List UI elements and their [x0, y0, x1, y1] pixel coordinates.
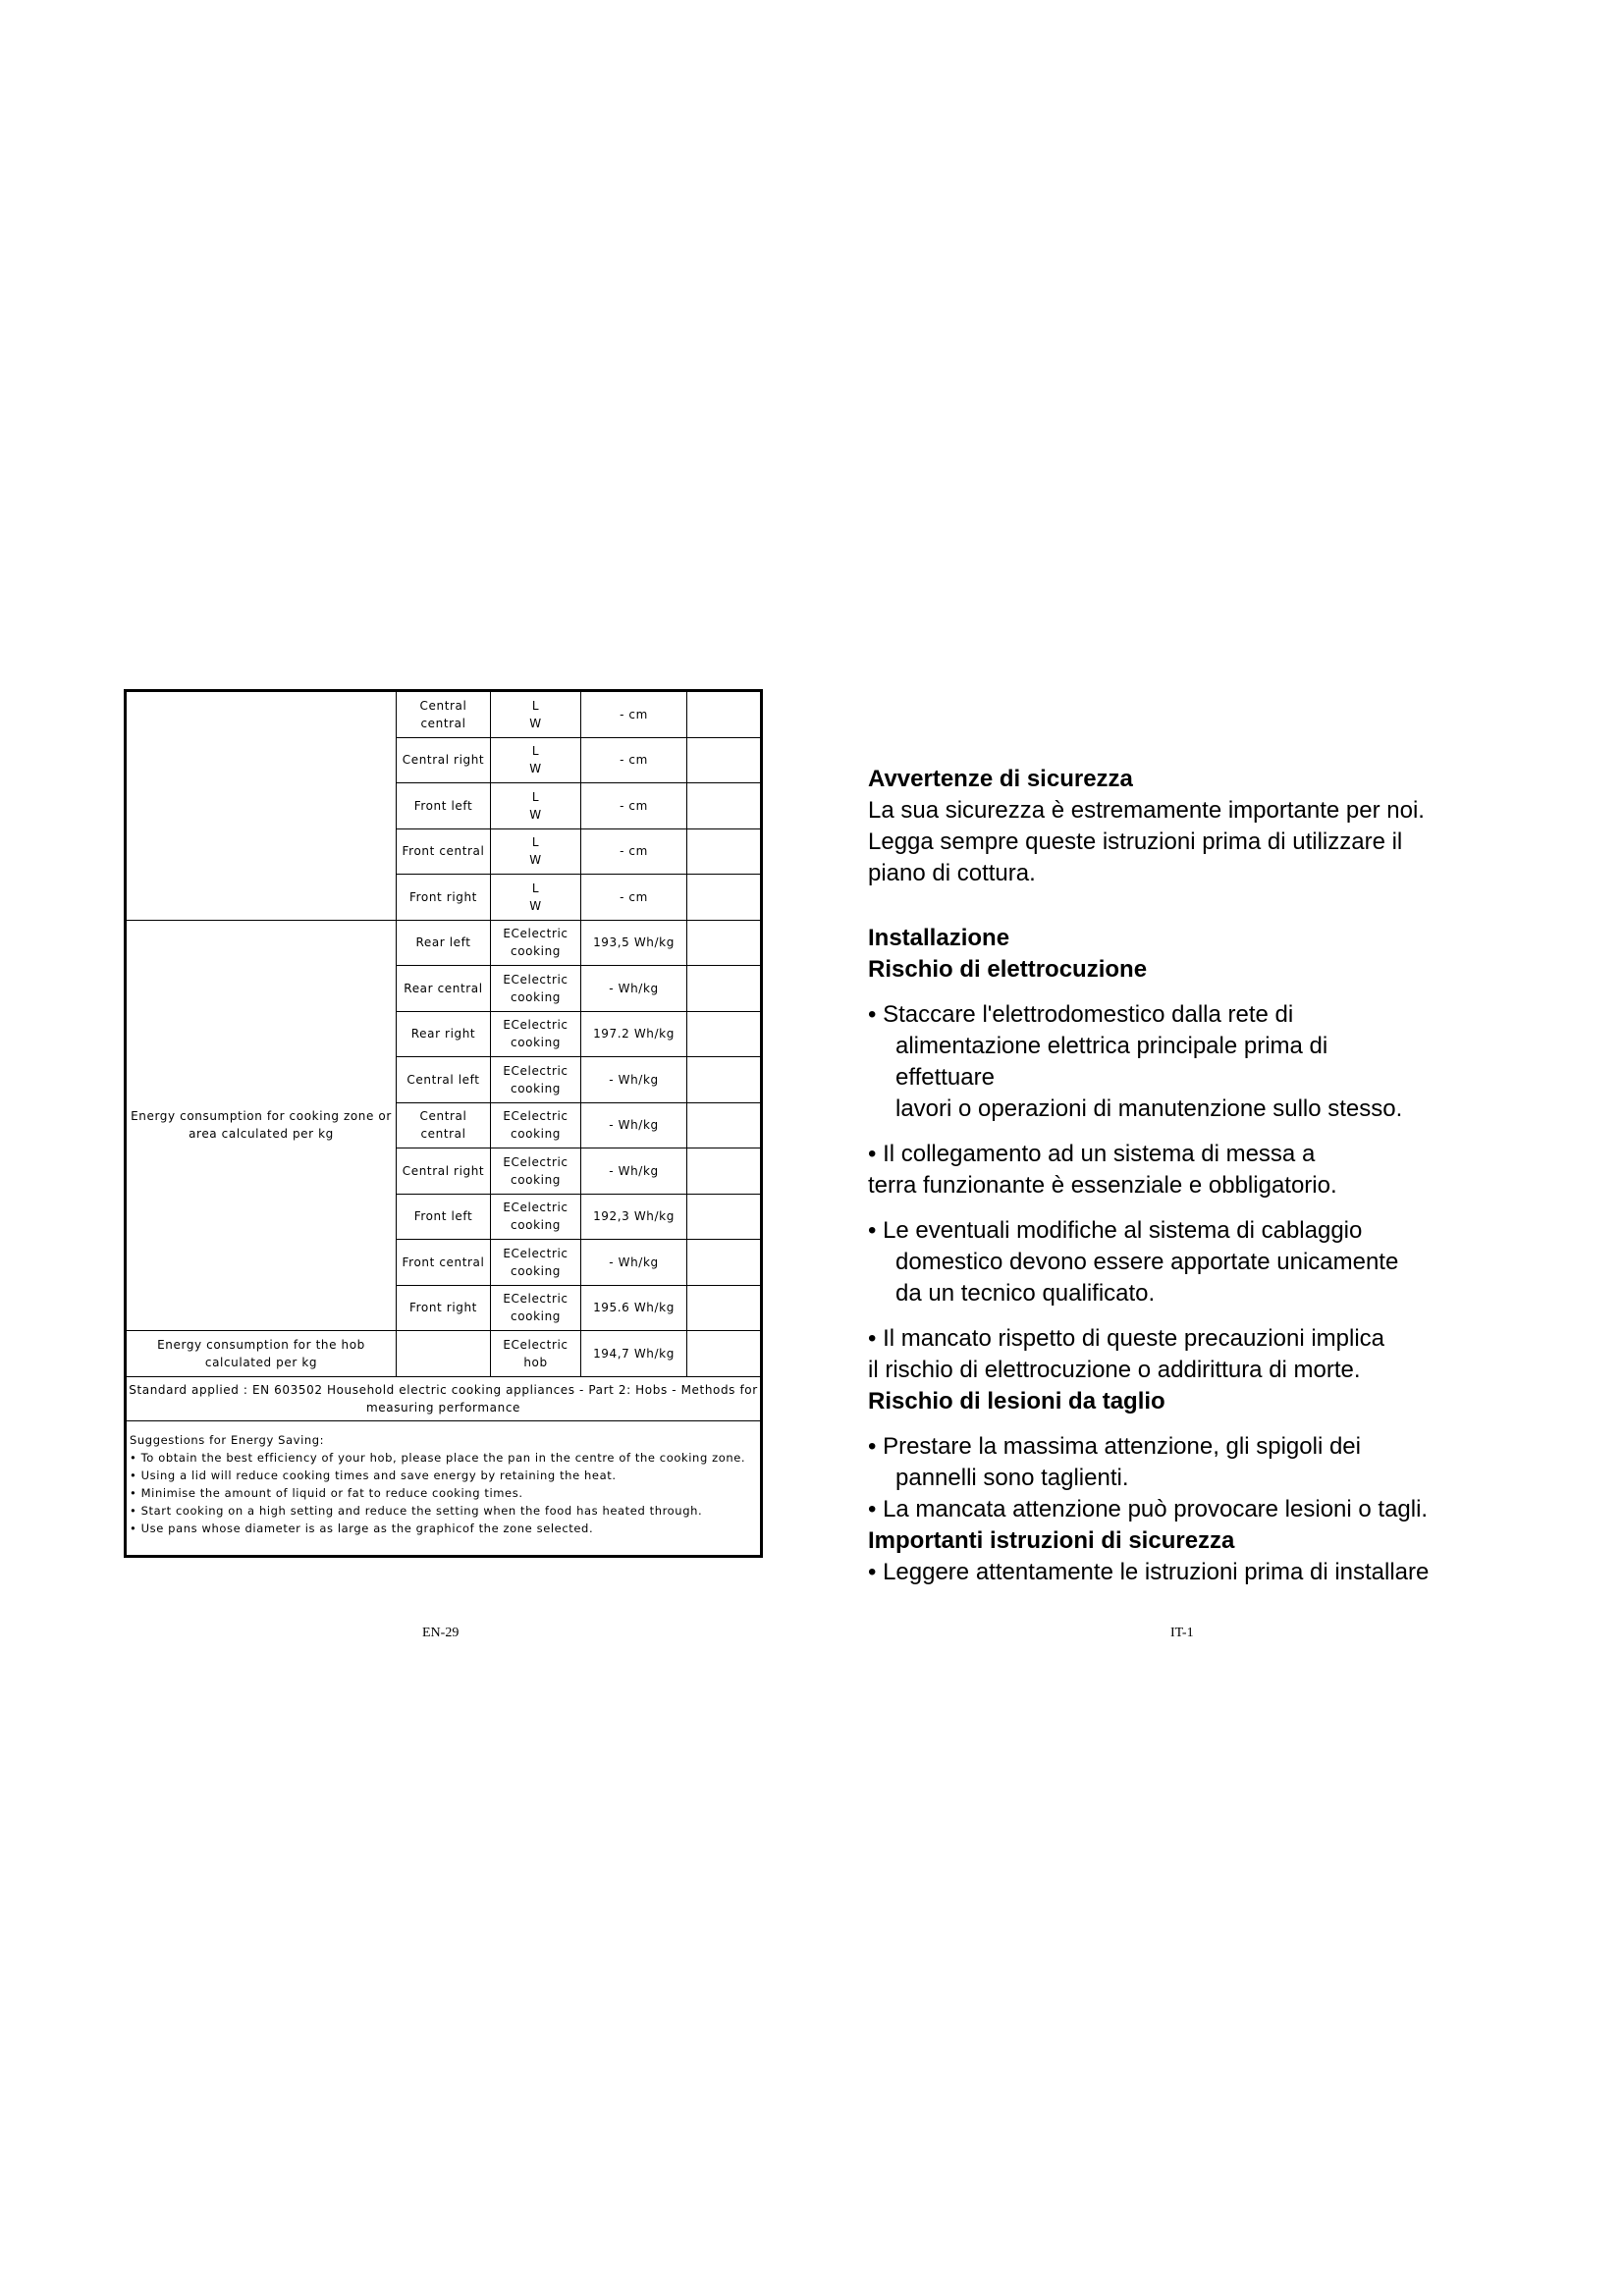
bullet-line: • Prestare la massima attenzione, gli spigoli dei [868, 1433, 1361, 1460]
value-text: - Wh/kg [609, 1255, 659, 1269]
value-text: 194,7 Wh/kg [593, 1346, 675, 1361]
value-cell [581, 920, 687, 966]
value-cell [581, 691, 687, 738]
blank-cell [687, 875, 762, 921]
value-text: - cm [620, 798, 648, 813]
value-text: - cm [620, 707, 648, 721]
empty-zone-cell [397, 1331, 491, 1377]
value-text: 197.2 Wh/kg [593, 1027, 675, 1041]
bullet-sharp-edges [868, 1431, 1516, 1494]
bullet-grounding [868, 1139, 1516, 1201]
bullet-line: alimentazione elettrica principale prima di [895, 1033, 1328, 1059]
zone-cell: Front central [397, 828, 491, 875]
zone-cell: Central central [397, 1102, 491, 1148]
value-cell [581, 1011, 687, 1057]
unit-cell: ECelectric cooking [491, 1148, 581, 1195]
safety-intro-line: piano di cottura. [868, 860, 1036, 886]
blank-cell [687, 1331, 762, 1377]
value-cell [581, 1331, 687, 1377]
value-cell [581, 1285, 687, 1331]
table-row [126, 1331, 762, 1377]
bullet-line: lavori o operazioni di manutenzione sullo stesso. [895, 1095, 1403, 1122]
unit-cell: L W [491, 691, 581, 738]
bullet-inattention: • La mancata attenzione può provocare lesioni o tagli. [868, 1496, 1429, 1522]
unit-cell: ECelectric cooking [491, 1057, 581, 1103]
bullet-line: • Le eventuali modifiche al sistema di cablaggio [868, 1217, 1363, 1244]
blank-cell [687, 783, 762, 829]
value-cell [581, 1102, 687, 1148]
zone-cell: Central right [397, 1148, 491, 1195]
suggestion-item: • Using a lid will reduce cooking times and save energy by retaining the heat. [130, 1468, 617, 1482]
suggestion-item: • Use pans whose diameter is as large as the graphicof the zone selected. [130, 1521, 594, 1535]
safety-intro-line: Legga sempre queste istruzioni prima di utilizzare il [868, 828, 1403, 855]
standard-applied: Standard applied : EN 603502 Household electric cooking appliances - Part 2: Hobs - Methods for measuring performance [126, 1376, 762, 1420]
unit-cell: ECelectric cooking [491, 1102, 581, 1148]
value-text: 192,3 Wh/kg [593, 1209, 675, 1224]
bullet-line: • Staccare l'elettrodomestico dalla rete di [868, 1001, 1294, 1028]
value-text: - cm [620, 844, 648, 859]
table-row [126, 1420, 762, 1556]
bullet-wiring [868, 1215, 1516, 1309]
blank-cell [687, 1285, 762, 1331]
unit-cell: ECelectric hob [491, 1331, 581, 1377]
blank-cell [687, 1194, 762, 1240]
value-text: - Wh/kg [609, 981, 659, 995]
unit-cell: ECelectric cooking [491, 966, 581, 1012]
hob-energy-label: Energy consumption for the hob calculated per kg [126, 1331, 397, 1377]
italian-safety-page [868, 764, 1516, 1588]
bullet-line: pannelli sono taglienti. [895, 1465, 1129, 1491]
page-number-left: EN-29 [422, 1626, 460, 1640]
zone-cell: Central central [397, 691, 491, 738]
value-cell [581, 783, 687, 829]
blank-cell [687, 691, 762, 738]
value-cell [581, 1057, 687, 1103]
value-cell [581, 1194, 687, 1240]
electrocution-heading: Rischio di elettrocuzione [868, 956, 1148, 983]
bullet-line: effettuare [895, 1064, 995, 1091]
value-text: - Wh/kg [609, 1118, 659, 1133]
bullet-line: da un tecnico qualificato. [895, 1280, 1156, 1307]
value-text: - cm [620, 889, 648, 904]
bullet-line: • Il mancato rispetto di queste precauzioni implica [868, 1325, 1384, 1352]
value-text: - cm [620, 753, 648, 768]
bullet-disconnect [868, 999, 1516, 1125]
blank-cell [687, 1102, 762, 1148]
installation-heading: Installazione [868, 925, 1010, 951]
bullet-line: terra funzionante è essenziale e obbligatorio. [868, 1172, 1337, 1199]
blank-cell [687, 1011, 762, 1057]
safety-heading: Avvertenze di sicurezza [868, 766, 1133, 792]
blank-cell [687, 1148, 762, 1195]
energy-zone-label: Energy consumption for cooking zone or area calculated per kg [126, 920, 397, 1331]
blank-cell [687, 1057, 762, 1103]
table-row [126, 691, 762, 738]
suggestions-title: Suggestions for Energy Saving: [130, 1432, 325, 1447]
zone-cell: Front right [397, 1285, 491, 1331]
zone-cell: Front central [397, 1240, 491, 1286]
unit-cell: ECelectric cooking [491, 1285, 581, 1331]
unit-cell: L W [491, 828, 581, 875]
unit-cell: ECelectric cooking [491, 1240, 581, 1286]
important-instructions-heading: Importanti istruzioni di sicurezza [868, 1527, 1235, 1554]
zone-cell: Rear central [397, 966, 491, 1012]
table-row [126, 1376, 762, 1420]
blank-cell [687, 966, 762, 1012]
unit-cell: ECelectric cooking [491, 920, 581, 966]
value-cell [581, 966, 687, 1012]
zone-cell: Front left [397, 1194, 491, 1240]
suggestion-item: • Start cooking on a high setting and reduce the setting when the food has heated through. [130, 1503, 703, 1518]
zone-cell: Central right [397, 737, 491, 783]
energy-saving-suggestions [126, 1420, 762, 1556]
bullet-line: • Il collegamento ad un sistema di messa a [868, 1141, 1316, 1167]
value-cell [581, 875, 687, 921]
value-text: 193,5 Wh/kg [593, 935, 675, 950]
bullet-line: domestico devono essere apportate unicamente [895, 1249, 1399, 1275]
value-text: - Wh/kg [609, 1163, 659, 1178]
table-row [126, 920, 762, 966]
unit-cell: L W [491, 737, 581, 783]
energy-consumption-table [124, 689, 763, 1558]
suggestion-item: • Minimise the amount of liquid or fat to reduce cooking times. [130, 1485, 523, 1500]
zone-cell: Front left [397, 783, 491, 829]
zone-cell: Rear left [397, 920, 491, 966]
unit-cell: ECelectric cooking [491, 1011, 581, 1057]
blank-cell [687, 1240, 762, 1286]
blank-cell [687, 828, 762, 875]
page-number-right: IT-1 [1170, 1626, 1194, 1640]
unit-cell: ECelectric cooking [491, 1194, 581, 1240]
value-cell [581, 828, 687, 875]
unit-cell: L W [491, 875, 581, 921]
value-text: - Wh/kg [609, 1072, 659, 1087]
bullet-precautions [868, 1323, 1516, 1386]
value-cell [581, 737, 687, 783]
zone-cell: Central left [397, 1057, 491, 1103]
blank-cell [687, 737, 762, 783]
zone-cell: Rear right [397, 1011, 491, 1057]
suggestion-item: • To obtain the best efficiency of your hob, please place the pan in the centre of the cooking zone. [130, 1450, 746, 1465]
unit-cell: L W [491, 783, 581, 829]
bullet-read-instructions: • Leggere attentamente le istruzioni prima di installare [868, 1559, 1430, 1585]
bullet-line: il rischio di elettrocuzione o addirittura di morte. [868, 1357, 1361, 1383]
value-cell [581, 1240, 687, 1286]
value-text: 195.6 Wh/kg [593, 1301, 675, 1315]
value-cell [581, 1148, 687, 1195]
zone-cell: Front right [397, 875, 491, 921]
safety-intro-line: La sua sicurezza è estremamente importante per noi. [868, 797, 1425, 824]
empty-label-cell [126, 691, 397, 921]
cut-injury-heading: Rischio di lesioni da taglio [868, 1388, 1165, 1415]
blank-cell [687, 920, 762, 966]
spacer [868, 889, 1516, 923]
